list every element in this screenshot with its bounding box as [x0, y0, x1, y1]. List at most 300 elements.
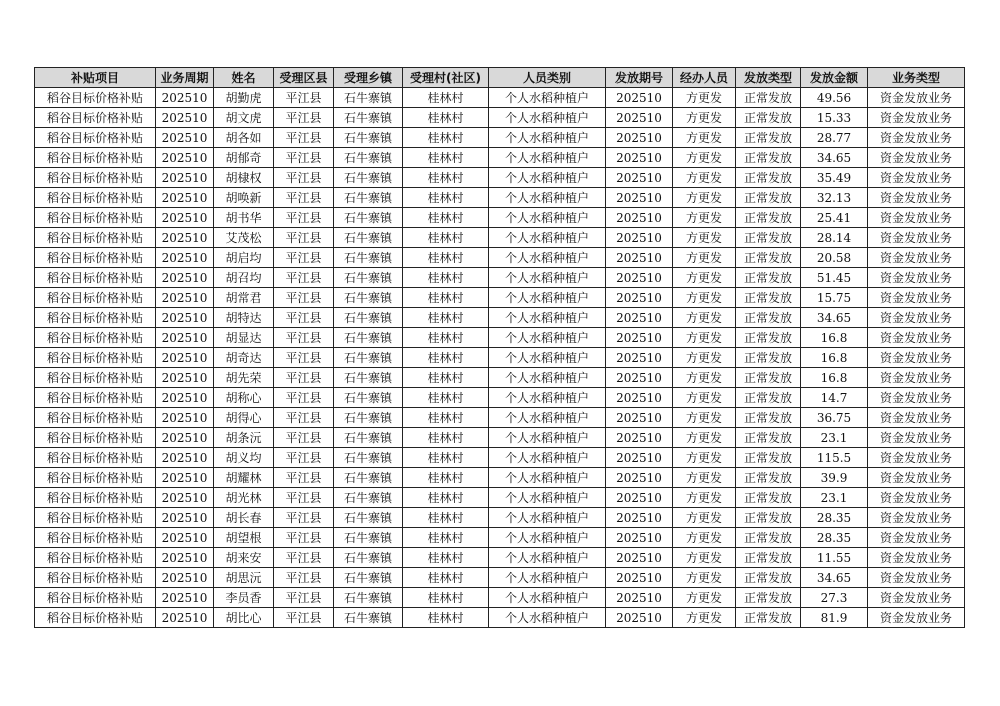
cell-business-period: 202510	[156, 248, 214, 268]
cell-county: 平江县	[274, 128, 334, 148]
cell-issue-type: 正常发放	[736, 288, 801, 308]
cell-handler: 方更发	[673, 168, 736, 188]
col-header-name: 姓名	[214, 68, 274, 88]
cell-issue-number: 202510	[606, 568, 673, 588]
cell-handler: 方更发	[673, 548, 736, 568]
cell-village: 桂林村	[403, 108, 489, 128]
cell-village: 桂林村	[403, 348, 489, 368]
cell-issue-number: 202510	[606, 508, 673, 528]
cell-person-category: 个人水稻种植户	[489, 388, 606, 408]
cell-business-type: 资金发放业务	[868, 128, 965, 148]
cell-issue-type: 正常发放	[736, 608, 801, 628]
cell-village: 桂林村	[403, 208, 489, 228]
cell-business-period: 202510	[156, 88, 214, 108]
cell-business-type: 资金发放业务	[868, 268, 965, 288]
cell-subsidy-item: 稻谷目标价格补贴	[35, 328, 156, 348]
cell-township: 石牛寨镇	[334, 408, 403, 428]
cell-amount: 16.8	[801, 368, 868, 388]
cell-village: 桂林村	[403, 268, 489, 288]
table-row	[35, 428, 965, 448]
table-row	[35, 108, 965, 128]
cell-issue-number: 202510	[606, 548, 673, 568]
cell-township: 石牛寨镇	[334, 88, 403, 108]
cell-person-category: 个人水稻种植户	[489, 468, 606, 488]
cell-person-category: 个人水稻种植户	[489, 208, 606, 228]
cell-subsidy-item: 稻谷目标价格补贴	[35, 608, 156, 628]
cell-issue-number: 202510	[606, 188, 673, 208]
cell-subsidy-item: 稻谷目标价格补贴	[35, 388, 156, 408]
cell-issue-number: 202510	[606, 228, 673, 248]
cell-village: 桂林村	[403, 508, 489, 528]
cell-business-period: 202510	[156, 128, 214, 148]
cell-business-period: 202510	[156, 528, 214, 548]
cell-amount: 11.55	[801, 548, 868, 568]
cell-amount: 28.77	[801, 128, 868, 148]
cell-person-category: 个人水稻种植户	[489, 328, 606, 348]
cell-business-type: 资金发放业务	[868, 388, 965, 408]
cell-issue-type: 正常发放	[736, 208, 801, 228]
cell-subsidy-item: 稻谷目标价格补贴	[35, 528, 156, 548]
cell-person-category: 个人水稻种植户	[489, 108, 606, 128]
cell-business-type: 资金发放业务	[868, 88, 965, 108]
table-row	[35, 88, 965, 108]
cell-name: 胡长春	[214, 508, 274, 528]
cell-township: 石牛寨镇	[334, 468, 403, 488]
cell-village: 桂林村	[403, 528, 489, 548]
cell-amount: 32.13	[801, 188, 868, 208]
cell-handler: 方更发	[673, 328, 736, 348]
cell-handler: 方更发	[673, 208, 736, 228]
cell-village: 桂林村	[403, 148, 489, 168]
cell-township: 石牛寨镇	[334, 528, 403, 548]
cell-name: 胡文虎	[214, 108, 274, 128]
cell-subsidy-item: 稻谷目标价格补贴	[35, 228, 156, 248]
cell-issue-number: 202510	[606, 108, 673, 128]
cell-amount: 34.65	[801, 568, 868, 588]
cell-subsidy-item: 稻谷目标价格补贴	[35, 428, 156, 448]
cell-business-period: 202510	[156, 348, 214, 368]
cell-issue-number: 202510	[606, 368, 673, 388]
cell-issue-type: 正常发放	[736, 108, 801, 128]
cell-handler: 方更发	[673, 308, 736, 328]
cell-amount: 16.8	[801, 348, 868, 368]
cell-issue-number: 202510	[606, 148, 673, 168]
cell-subsidy-item: 稻谷目标价格补贴	[35, 548, 156, 568]
cell-township: 石牛寨镇	[334, 428, 403, 448]
col-header-handler: 经办人员	[673, 68, 736, 88]
cell-business-period: 202510	[156, 388, 214, 408]
cell-issue-number: 202510	[606, 388, 673, 408]
cell-business-period: 202510	[156, 148, 214, 168]
cell-business-period: 202510	[156, 188, 214, 208]
cell-township: 石牛寨镇	[334, 268, 403, 288]
cell-issue-type: 正常发放	[736, 548, 801, 568]
cell-business-type: 资金发放业务	[868, 308, 965, 328]
cell-township: 石牛寨镇	[334, 148, 403, 168]
cell-name: 胡各如	[214, 128, 274, 148]
cell-township: 石牛寨镇	[334, 568, 403, 588]
cell-issue-number: 202510	[606, 88, 673, 108]
cell-township: 石牛寨镇	[334, 248, 403, 268]
cell-name: 艾茂松	[214, 228, 274, 248]
cell-issue-type: 正常发放	[736, 488, 801, 508]
cell-issue-number: 202510	[606, 428, 673, 448]
cell-name: 胡耀林	[214, 468, 274, 488]
cell-handler: 方更发	[673, 248, 736, 268]
cell-person-category: 个人水稻种植户	[489, 348, 606, 368]
cell-subsidy-item: 稻谷目标价格补贴	[35, 288, 156, 308]
cell-township: 石牛寨镇	[334, 388, 403, 408]
cell-handler: 方更发	[673, 88, 736, 108]
table-row	[35, 288, 965, 308]
cell-business-type: 资金发放业务	[868, 348, 965, 368]
cell-handler: 方更发	[673, 268, 736, 288]
col-header-township: 受理乡镇	[334, 68, 403, 88]
cell-handler: 方更发	[673, 468, 736, 488]
cell-person-category: 个人水稻种植户	[489, 188, 606, 208]
cell-amount: 20.58	[801, 248, 868, 268]
cell-handler: 方更发	[673, 508, 736, 528]
cell-issue-type: 正常发放	[736, 168, 801, 188]
cell-county: 平江县	[274, 148, 334, 168]
cell-name: 胡光林	[214, 488, 274, 508]
cell-business-type: 资金发放业务	[868, 228, 965, 248]
cell-subsidy-item: 稻谷目标价格补贴	[35, 88, 156, 108]
cell-business-period: 202510	[156, 208, 214, 228]
cell-issue-number: 202510	[606, 128, 673, 148]
cell-amount: 28.35	[801, 508, 868, 528]
cell-county: 平江县	[274, 188, 334, 208]
cell-business-period: 202510	[156, 508, 214, 528]
header-row	[35, 68, 965, 88]
cell-handler: 方更发	[673, 588, 736, 608]
cell-amount: 51.45	[801, 268, 868, 288]
table-row	[35, 528, 965, 548]
cell-village: 桂林村	[403, 128, 489, 148]
cell-name: 胡望根	[214, 528, 274, 548]
cell-issue-type: 正常发放	[736, 228, 801, 248]
cell-subsidy-item: 稻谷目标价格补贴	[35, 188, 156, 208]
col-header-amount: 发放金额	[801, 68, 868, 88]
cell-county: 平江县	[274, 328, 334, 348]
cell-business-period: 202510	[156, 428, 214, 448]
cell-township: 石牛寨镇	[334, 588, 403, 608]
cell-township: 石牛寨镇	[334, 608, 403, 628]
cell-handler: 方更发	[673, 148, 736, 168]
cell-amount: 36.75	[801, 408, 868, 428]
cell-subsidy-item: 稻谷目标价格补贴	[35, 588, 156, 608]
cell-person-category: 个人水稻种植户	[489, 368, 606, 388]
cell-person-category: 个人水稻种植户	[489, 168, 606, 188]
cell-name: 胡常君	[214, 288, 274, 308]
cell-business-type: 资金发放业务	[868, 548, 965, 568]
cell-business-period: 202510	[156, 288, 214, 308]
cell-person-category: 个人水稻种植户	[489, 428, 606, 448]
cell-name: 胡启均	[214, 248, 274, 268]
cell-issue-number: 202510	[606, 308, 673, 328]
cell-business-period: 202510	[156, 108, 214, 128]
cell-handler: 方更发	[673, 228, 736, 248]
cell-business-period: 202510	[156, 448, 214, 468]
cell-business-type: 资金发放业务	[868, 588, 965, 608]
col-header-issue-number: 发放期号	[606, 68, 673, 88]
cell-issue-number: 202510	[606, 348, 673, 368]
cell-issue-number: 202510	[606, 208, 673, 228]
cell-handler: 方更发	[673, 108, 736, 128]
cell-village: 桂林村	[403, 368, 489, 388]
cell-person-category: 个人水稻种植户	[489, 488, 606, 508]
col-header-business-type: 业务类型	[868, 68, 965, 88]
cell-person-category: 个人水稻种植户	[489, 268, 606, 288]
cell-issue-number: 202510	[606, 468, 673, 488]
cell-business-type: 资金发放业务	[868, 608, 965, 628]
cell-name: 胡唤新	[214, 188, 274, 208]
cell-amount: 28.35	[801, 528, 868, 548]
cell-handler: 方更发	[673, 388, 736, 408]
cell-business-period: 202510	[156, 588, 214, 608]
cell-village: 桂林村	[403, 188, 489, 208]
cell-village: 桂林村	[403, 88, 489, 108]
cell-name: 胡勤虎	[214, 88, 274, 108]
col-header-village: 受理村(社区)	[403, 68, 489, 88]
cell-issue-type: 正常发放	[736, 368, 801, 388]
cell-township: 石牛寨镇	[334, 288, 403, 308]
cell-county: 平江县	[274, 468, 334, 488]
cell-subsidy-item: 稻谷目标价格补贴	[35, 408, 156, 428]
cell-township: 石牛寨镇	[334, 188, 403, 208]
table-row	[35, 508, 965, 528]
cell-business-period: 202510	[156, 308, 214, 328]
cell-subsidy-item: 稻谷目标价格补贴	[35, 248, 156, 268]
cell-county: 平江县	[274, 348, 334, 368]
col-header-person-category: 人员类别	[489, 68, 606, 88]
cell-village: 桂林村	[403, 608, 489, 628]
cell-subsidy-item: 稻谷目标价格补贴	[35, 128, 156, 148]
cell-business-type: 资金发放业务	[868, 108, 965, 128]
cell-village: 桂林村	[403, 408, 489, 428]
cell-person-category: 个人水稻种植户	[489, 148, 606, 168]
cell-issue-type: 正常发放	[736, 188, 801, 208]
cell-business-period: 202510	[156, 328, 214, 348]
cell-name: 胡义均	[214, 448, 274, 468]
cell-county: 平江县	[274, 548, 334, 568]
cell-amount: 15.33	[801, 108, 868, 128]
cell-issue-number: 202510	[606, 488, 673, 508]
cell-county: 平江县	[274, 108, 334, 128]
cell-issue-number: 202510	[606, 448, 673, 468]
table-row	[35, 348, 965, 368]
cell-name: 胡奇达	[214, 348, 274, 368]
cell-subsidy-item: 稻谷目标价格补贴	[35, 568, 156, 588]
table-row	[35, 488, 965, 508]
table-row	[35, 368, 965, 388]
cell-issue-type: 正常发放	[736, 148, 801, 168]
cell-person-category: 个人水稻种植户	[489, 588, 606, 608]
cell-issue-type: 正常发放	[736, 468, 801, 488]
cell-county: 平江县	[274, 248, 334, 268]
cell-name: 胡先荣	[214, 368, 274, 388]
cell-name: 胡郁奇	[214, 148, 274, 168]
cell-amount: 81.9	[801, 608, 868, 628]
cell-issue-number: 202510	[606, 328, 673, 348]
cell-village: 桂林村	[403, 388, 489, 408]
cell-amount: 23.1	[801, 488, 868, 508]
cell-handler: 方更发	[673, 488, 736, 508]
cell-county: 平江县	[274, 568, 334, 588]
table-row	[35, 328, 965, 348]
cell-village: 桂林村	[403, 248, 489, 268]
cell-subsidy-item: 稻谷目标价格补贴	[35, 108, 156, 128]
cell-amount: 28.14	[801, 228, 868, 248]
cell-business-type: 资金发放业务	[868, 448, 965, 468]
cell-village: 桂林村	[403, 468, 489, 488]
cell-issue-type: 正常发放	[736, 388, 801, 408]
cell-handler: 方更发	[673, 608, 736, 628]
cell-person-category: 个人水稻种植户	[489, 608, 606, 628]
cell-county: 平江县	[274, 528, 334, 548]
cell-name: 胡显达	[214, 328, 274, 348]
cell-county: 平江县	[274, 268, 334, 288]
cell-person-category: 个人水稻种植户	[489, 508, 606, 528]
cell-issue-number: 202510	[606, 588, 673, 608]
cell-person-category: 个人水稻种植户	[489, 548, 606, 568]
cell-village: 桂林村	[403, 448, 489, 468]
cell-business-period: 202510	[156, 488, 214, 508]
cell-county: 平江县	[274, 88, 334, 108]
cell-issue-number: 202510	[606, 268, 673, 288]
cell-amount: 23.1	[801, 428, 868, 448]
cell-handler: 方更发	[673, 188, 736, 208]
cell-county: 平江县	[274, 508, 334, 528]
cell-issue-number: 202510	[606, 288, 673, 308]
cell-issue-type: 正常发放	[736, 128, 801, 148]
cell-village: 桂林村	[403, 588, 489, 608]
cell-name: 李员香	[214, 588, 274, 608]
cell-person-category: 个人水稻种植户	[489, 568, 606, 588]
cell-business-period: 202510	[156, 228, 214, 248]
cell-business-type: 资金发放业务	[868, 468, 965, 488]
cell-amount: 39.9	[801, 468, 868, 488]
cell-business-type: 资金发放业务	[868, 368, 965, 388]
cell-issue-type: 正常发放	[736, 248, 801, 268]
cell-issue-number: 202510	[606, 528, 673, 548]
cell-amount: 27.3	[801, 588, 868, 608]
cell-village: 桂林村	[403, 568, 489, 588]
cell-business-period: 202510	[156, 168, 214, 188]
cell-handler: 方更发	[673, 428, 736, 448]
cell-subsidy-item: 稻谷目标价格补贴	[35, 208, 156, 228]
cell-business-period: 202510	[156, 608, 214, 628]
cell-village: 桂林村	[403, 488, 489, 508]
cell-business-type: 资金发放业务	[868, 428, 965, 448]
cell-business-period: 202510	[156, 368, 214, 388]
cell-issue-type: 正常发放	[736, 588, 801, 608]
cell-issue-type: 正常发放	[736, 408, 801, 428]
table-row	[35, 408, 965, 428]
cell-business-type: 资金发放业务	[868, 408, 965, 428]
table-row	[35, 468, 965, 488]
cell-village: 桂林村	[403, 328, 489, 348]
cell-amount: 16.8	[801, 328, 868, 348]
cell-name: 胡特达	[214, 308, 274, 328]
cell-name: 胡召均	[214, 268, 274, 288]
cell-issue-type: 正常发放	[736, 448, 801, 468]
cell-subsidy-item: 稻谷目标价格补贴	[35, 508, 156, 528]
cell-handler: 方更发	[673, 288, 736, 308]
cell-person-category: 个人水稻种植户	[489, 308, 606, 328]
cell-business-type: 资金发放业务	[868, 188, 965, 208]
cell-county: 平江县	[274, 388, 334, 408]
cell-issue-type: 正常发放	[736, 568, 801, 588]
cell-subsidy-item: 稻谷目标价格补贴	[35, 368, 156, 388]
cell-amount: 35.49	[801, 168, 868, 188]
cell-name: 胡思沅	[214, 568, 274, 588]
cell-amount: 49.56	[801, 88, 868, 108]
table-row	[35, 568, 965, 588]
cell-township: 石牛寨镇	[334, 308, 403, 328]
cell-business-type: 资金发放业务	[868, 508, 965, 528]
cell-subsidy-item: 稻谷目标价格补贴	[35, 168, 156, 188]
cell-name: 胡书华	[214, 208, 274, 228]
cell-issue-number: 202510	[606, 168, 673, 188]
cell-issue-type: 正常发放	[736, 88, 801, 108]
cell-business-type: 资金发放业务	[868, 288, 965, 308]
cell-amount: 115.5	[801, 448, 868, 468]
cell-amount: 25.41	[801, 208, 868, 228]
cell-village: 桂林村	[403, 308, 489, 328]
cell-name: 胡得心	[214, 408, 274, 428]
cell-village: 桂林村	[403, 288, 489, 308]
cell-name: 胡棣权	[214, 168, 274, 188]
cell-county: 平江县	[274, 408, 334, 428]
table-row	[35, 588, 965, 608]
cell-county: 平江县	[274, 168, 334, 188]
cell-business-type: 资金发放业务	[868, 168, 965, 188]
cell-handler: 方更发	[673, 568, 736, 588]
cell-issue-type: 正常发放	[736, 508, 801, 528]
cell-handler: 方更发	[673, 528, 736, 548]
table-row	[35, 188, 965, 208]
cell-business-period: 202510	[156, 468, 214, 488]
table-row	[35, 208, 965, 228]
cell-township: 石牛寨镇	[334, 348, 403, 368]
col-header-issue-type: 发放类型	[736, 68, 801, 88]
cell-county: 平江县	[274, 428, 334, 448]
cell-amount: 14.7	[801, 388, 868, 408]
cell-township: 石牛寨镇	[334, 208, 403, 228]
table-row	[35, 608, 965, 628]
cell-village: 桂林村	[403, 168, 489, 188]
cell-person-category: 个人水稻种植户	[489, 248, 606, 268]
cell-amount: 34.65	[801, 308, 868, 328]
cell-business-period: 202510	[156, 548, 214, 568]
cell-county: 平江县	[274, 228, 334, 248]
cell-person-category: 个人水稻种植户	[489, 128, 606, 148]
cell-person-category: 个人水稻种植户	[489, 228, 606, 248]
cell-township: 石牛寨镇	[334, 548, 403, 568]
cell-subsidy-item: 稻谷目标价格补贴	[35, 488, 156, 508]
cell-county: 平江县	[274, 208, 334, 228]
table-row	[35, 228, 965, 248]
cell-name: 胡称心	[214, 388, 274, 408]
cell-person-category: 个人水稻种植户	[489, 88, 606, 108]
cell-business-period: 202510	[156, 408, 214, 428]
table-row	[35, 308, 965, 328]
cell-handler: 方更发	[673, 448, 736, 468]
cell-township: 石牛寨镇	[334, 108, 403, 128]
cell-business-period: 202510	[156, 568, 214, 588]
cell-handler: 方更发	[673, 128, 736, 148]
